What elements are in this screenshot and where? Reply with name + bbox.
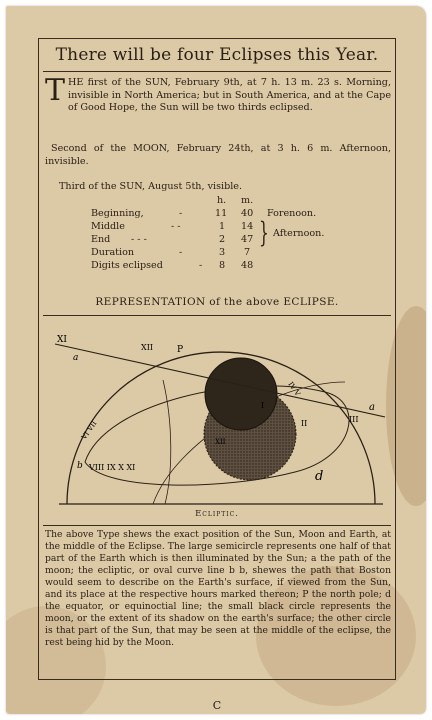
- row-label-digits: Digits eclipsed: [91, 260, 163, 271]
- row-label-duration: Duration: [91, 247, 135, 258]
- label-ii: II: [301, 419, 308, 428]
- row-hours: 8: [219, 260, 226, 271]
- ecliptic-caption: Ecliptic.: [195, 509, 239, 519]
- label-d-equator: d: [315, 469, 324, 484]
- label-a-left: a: [73, 353, 79, 363]
- label-iv-v: IV V: [286, 380, 302, 398]
- drop-cap: T: [45, 73, 66, 108]
- second-eclipse-paragraph: Second of the MOON, February 24th, at 3 h. 6 m. Afternoon, invisible.: [45, 143, 391, 167]
- almanac-page: [6, 6, 426, 714]
- afternoon-brace: }: [259, 216, 269, 249]
- label-vi-vii: VI VII: [80, 419, 99, 442]
- row-note-afternoon: Afternoon.: [273, 228, 325, 239]
- row-minutes: 47: [241, 234, 254, 245]
- label-a-right: a: [369, 402, 375, 413]
- col-header-minutes: m.: [241, 195, 254, 206]
- row-minutes: 40: [241, 208, 254, 219]
- row-dash: -: [179, 208, 183, 219]
- row-label-middle: Middle: [91, 221, 125, 232]
- col-header-hours: h.: [217, 195, 227, 206]
- first-eclipse-paragraph: [45, 73, 391, 115]
- title-rule: [43, 71, 391, 72]
- diagram-top-rule: [43, 315, 391, 316]
- explanation-paragraph: The above Type shews the exact position of the Sun, Moon and Earth, at the middle of the Eclipse. The large semicircle represents one half of that part of the Earth which is then illuminated by the Sun; a the path of the moon; the ecliptic, or oval curve line b b, shewes the path that Boston would seem to describe on the Earth's surface, if viewed from the Sun, and its place at the respective hours marked thereon; P the north pole; d the equator, or equinoctial line; the small black circle represents the moon, or the extent of its shadow on the earth's surface; the other circle is that part of the Sun, that may be seen at the middle of the eclipse, the rest being hid by the Moon.: [45, 529, 391, 648]
- eclipse-times-table: [91, 195, 391, 295]
- row-note-forenoon: Forenoon.: [267, 208, 317, 219]
- row-hours: 1: [219, 221, 226, 232]
- signature-mark: C: [212, 699, 222, 712]
- label-i: I: [261, 401, 265, 410]
- page-title: There will be four Eclipses this Year.: [55, 45, 379, 65]
- third-eclipse-heading: Third of the SUN, August 5th, visible.: [59, 181, 243, 192]
- eclipse-diagram: [45, 322, 389, 512]
- label-xii-bottom: XII: [215, 438, 226, 446]
- label-xi-left: XI: [57, 335, 67, 345]
- row-minutes: 14: [241, 221, 254, 232]
- moon-disc: [205, 358, 277, 430]
- explanation-rule: [43, 525, 391, 526]
- row-hours: 3: [219, 247, 226, 258]
- row-hours: 2: [219, 234, 226, 245]
- label-lower-hours: VIII IX X XI: [89, 463, 136, 472]
- row-minutes: 48: [241, 260, 254, 271]
- label-p-pole: P: [177, 345, 184, 355]
- label-iii: III: [349, 415, 359, 424]
- label-b: b: [77, 461, 83, 471]
- first-eclipse-text: HE first of the SUN, February 9th, at 7 h. 13 m. 23 s. Morning, invisible in North America; but in South America, and at the Cape of Good Hope, the Sun will be two thirds eclipsed.: [68, 77, 391, 114]
- row-label-beginning: Beginning,: [91, 208, 144, 219]
- row-label-end: End: [91, 234, 111, 245]
- row-hours: 11: [215, 208, 228, 219]
- row-dash: -: [199, 260, 203, 271]
- label-xii: XII: [141, 343, 154, 352]
- row-dash: -: [179, 247, 183, 258]
- representation-heading: REPRESENTATION of the above ECLIPSE.: [95, 296, 339, 308]
- row-minutes: 7: [244, 247, 251, 258]
- row-dash: - -: [171, 221, 181, 232]
- row-dash: - - -: [131, 234, 147, 245]
- text-frame: [38, 38, 396, 712]
